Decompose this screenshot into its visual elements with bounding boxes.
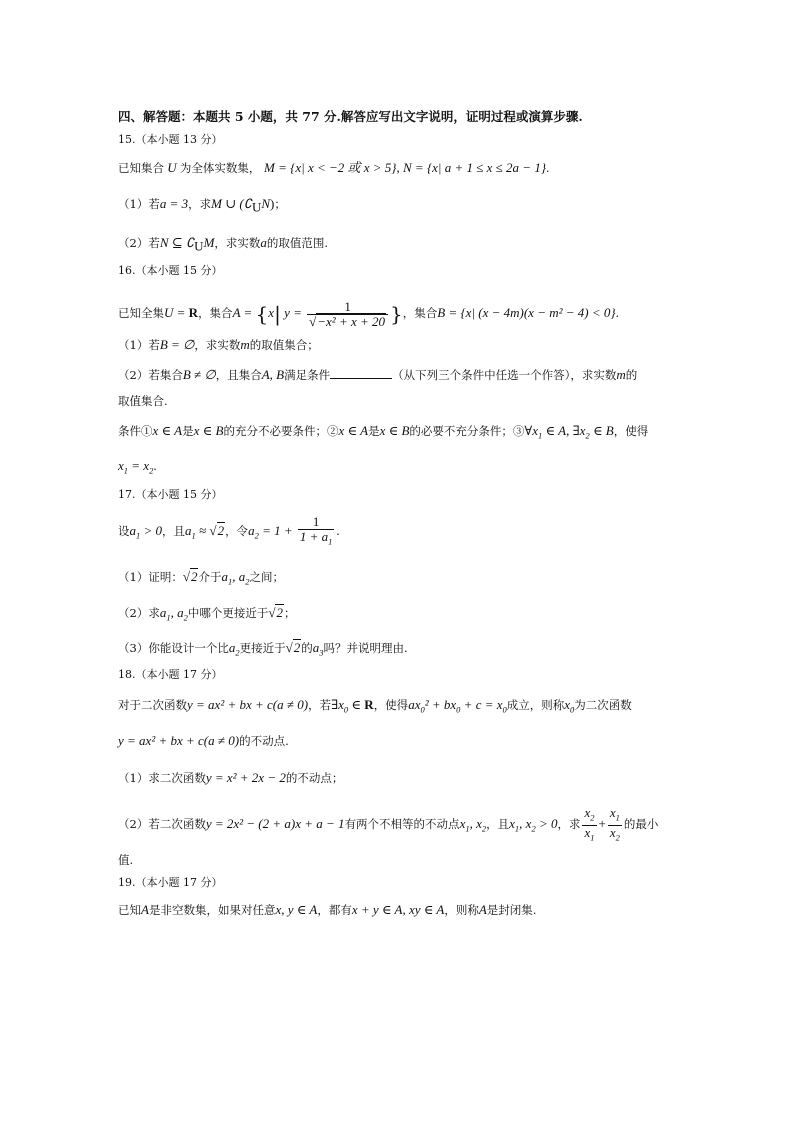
q18-part2-cont: 值. — [118, 853, 134, 867]
q17-part1: （1）证明：√2介于$a_1$, $a_2$之间； — [118, 569, 284, 587]
q16-header: 16.（本小题 15 分） — [118, 264, 223, 277]
q19-stem-c: ，都有 — [317, 903, 352, 917]
q19-stem-d: ，则称 — [444, 903, 479, 917]
q15-p1-label: （1）若 — [118, 197, 160, 211]
q16-p1-tail: ，求实数 — [194, 338, 241, 352]
q16-p2-a: （2）若集合 — [118, 368, 183, 382]
q15-p1-expr: M ∪ (∁ — [211, 196, 252, 211]
q17-stem-c: ，令 — [225, 524, 249, 538]
q19-stem-b: 是非空数集，如果对任意 — [148, 903, 276, 917]
q15-p2-tail2: 的取值范围. — [266, 236, 329, 250]
q17-fraction: $\frac{1}{1 + a_1}$ — [299, 514, 333, 547]
q18-stem-a: 对于二次函数 — [118, 698, 187, 712]
q18-p2-d: ，求 — [557, 817, 581, 832]
q15-p2-tail: ，求实数 — [214, 236, 261, 250]
q18-fraction-2: $\frac{x_1}{x_2}$ — [609, 805, 620, 843]
q15-part2: （2）若N ⊆ $∁_UM$，求实数a的取值范围. — [118, 235, 329, 254]
q16-conditions-cont: $x_1 = x_2$. — [118, 458, 157, 476]
q16-p1-label: （1）若 — [118, 338, 160, 352]
q18-p2-c: ，且 — [486, 817, 510, 832]
q18-stem-e: 为二次函数 — [574, 698, 632, 712]
q19-header: 19.（本小题 17 分） — [118, 876, 223, 889]
q16-stem-b: ，集合 — [198, 306, 233, 320]
q15-p1-ask: ，求 — [188, 197, 212, 211]
q17-p1-c: 之间； — [249, 570, 284, 584]
q16-conditions: 条件①x ∈ A是x ∈ B的充分不必要条件；②x ∈ A是x ∈ B的必要不充分条件；$③\forall x_1$ ∈ A, $\exists x_2$ ∈ B，使得 — [118, 423, 649, 441]
q17-p2-b: 中哪个更接近于 — [187, 606, 269, 620]
q15-header: 15.（本小题 13 分） — [118, 133, 223, 146]
q16-p2-d: （从下列三个条件中任选一个作答），求实数 — [392, 368, 617, 382]
q15-set-m: M = {x| x < −2 或 x > 5} — [264, 160, 397, 175]
q17-header: 17.（本小题 15 分） — [118, 488, 223, 501]
q15-p2-label: （2）若 — [118, 236, 160, 250]
q19-stem-a: 已知 — [118, 903, 141, 917]
q16-cond-d: 是 — [368, 424, 380, 438]
q16-fraction: $\frac{1}{\text{√−x² + x + 20}}$ — [307, 300, 388, 329]
q17-p3-c: 的 — [301, 641, 313, 655]
q15-stem: 已知集合 U 为全体实数集， M = {x| x < −2 或 x > 5}, N = {x| a + 1 ≤ x ≤ 2a − 1}. — [118, 160, 550, 175]
q15-part1: （1）若a = 3，求M ∪ $(∁_UN)$； — [118, 196, 286, 215]
q17-p2-c: ； — [283, 606, 296, 620]
q15-p1-cond: a = 3 — [159, 196, 189, 211]
q17-part2: （2）求$a_1$, $a_2$中哪个更接近于√2； — [118, 605, 296, 623]
q18-stem-b: ，若 — [308, 698, 332, 712]
q17-stem: 设$a_1 > 0$，且$a_1 \approx √2$，令$a_2 = 1$ + $\frac{1}{1 + a_1}$ . — [118, 514, 340, 547]
q16-part1: （1）若B = ∅，求实数m的取值集合； — [118, 337, 319, 352]
section-title: 四、解答题：本题共 5 小题，共 77 分.解答应写出文字说明，证明过程或演算步骤. — [118, 109, 583, 124]
q18-p1-b: 的不动点； — [285, 771, 344, 785]
q16-cond-e: 的必要不充分条件；③ — [409, 424, 525, 438]
q18-stem-f: 的不动点. — [239, 734, 289, 748]
q17-p3-d: 吗？并说明理由. — [323, 641, 408, 655]
q17-p3-a: （3）你能设计一个比 — [118, 641, 229, 655]
q16-part2-cont: 取值集合. — [118, 394, 168, 408]
q18-p1-a: （1）求二次函数 — [118, 771, 206, 785]
q17-p1-a: （1）证明： — [118, 570, 183, 584]
q18-p2-b: 有两个不相等的不动点 — [344, 817, 460, 832]
q16-p2-e: 的 — [625, 368, 638, 382]
answer-blank — [330, 366, 392, 379]
q18-stem-cont: y = ax² + bx + c(a ≠ 0)的不动点. — [118, 733, 289, 748]
q16-cond-a: 条件① — [118, 424, 153, 438]
q16-stem: 已知全集U = R，集合A = {x| y = $\frac{1}{\text{√−x² + x + 20}}$ }，集合B = {x| (x − 4m)(x − m² − 4) < 0}. — [118, 298, 619, 329]
q18-stem-d: 成立，则称 — [506, 698, 565, 712]
q18-part1: （1）求二次函数y = x² + 2x − 2的不动点； — [118, 770, 344, 785]
q17-p2-a: （2）求 — [118, 606, 160, 620]
q19-stem-e: 是封闭集. — [486, 903, 537, 917]
q15-stem-text2: 为全体实数集， — [179, 161, 261, 175]
q17-p3-b: 更接近于 — [239, 641, 286, 655]
q19-stem: 已知A是非空数集，如果对任意x, y ∈ A，都有x + y ∈ A, xy ∈ A，则称A是封闭集. — [118, 902, 537, 917]
q16-stem-a: 已知全集 — [118, 306, 164, 320]
q16-p2-c: 满足条件 — [284, 368, 331, 382]
q16-cond-c: 的充分不必要条件；② — [223, 424, 339, 438]
q15-stem-text: 已知集合 — [118, 161, 164, 175]
q18-p2-e: 的最小 — [623, 817, 659, 832]
q17-p1-b: 介于 — [198, 570, 222, 584]
q16-part2: （2）若集合B ≠ ∅，且集合A, B满足条件 （从下列三个条件中任选一个作答），求实数m的 — [118, 367, 638, 382]
q18-header: 18.（本小题 17 分） — [118, 668, 223, 681]
q18-stem: 对于二次函数y = ax² + bx + c(a ≠ 0)，若$\exists x_0$ ∈ R，使得$ax_0^2 + bx_0 + c = x_0$成立，则称$x_0$为二次函数 — [118, 697, 632, 715]
q16-p2-b: ，且集合 — [215, 368, 262, 382]
q15-set-n: N = {x| a + 1 ≤ x ≤ 2a − 1} — [403, 160, 547, 175]
q17-part3: （3）你能设计一个比$a_2$更接近于√2的$a_3$吗？并说明理由. — [118, 640, 408, 658]
q16-stem-c: ，集合 — [402, 306, 438, 320]
q16-cond-f: ，使得 — [613, 424, 649, 438]
q15-p2-expr: N ⊆ ∁ — [159, 235, 195, 250]
q18-fraction-1: $\frac{x_2}{x_1}$ — [584, 805, 595, 843]
q16-p1-tail2: 的取值集合； — [249, 338, 319, 352]
q17-stem-b: ，且 — [162, 524, 186, 538]
q18-p2-a: （2）若二次函数 — [118, 817, 206, 832]
q17-stem-a: 设 — [118, 524, 130, 538]
q16-cond-b: 是 — [182, 424, 194, 438]
q18-stem-c: ，使得 — [373, 698, 409, 712]
q18-part2: （2）若二次函数y = 2x² − (2 + a)x + a − 1有两个不相等的不动点$x_1$, $x_2$，且$x_1$, $x_2 > 0$，求 $\frac{x_2}{x_1}$ + $\frac{x_1}{x_2}$ 的最小 — [118, 805, 659, 843]
